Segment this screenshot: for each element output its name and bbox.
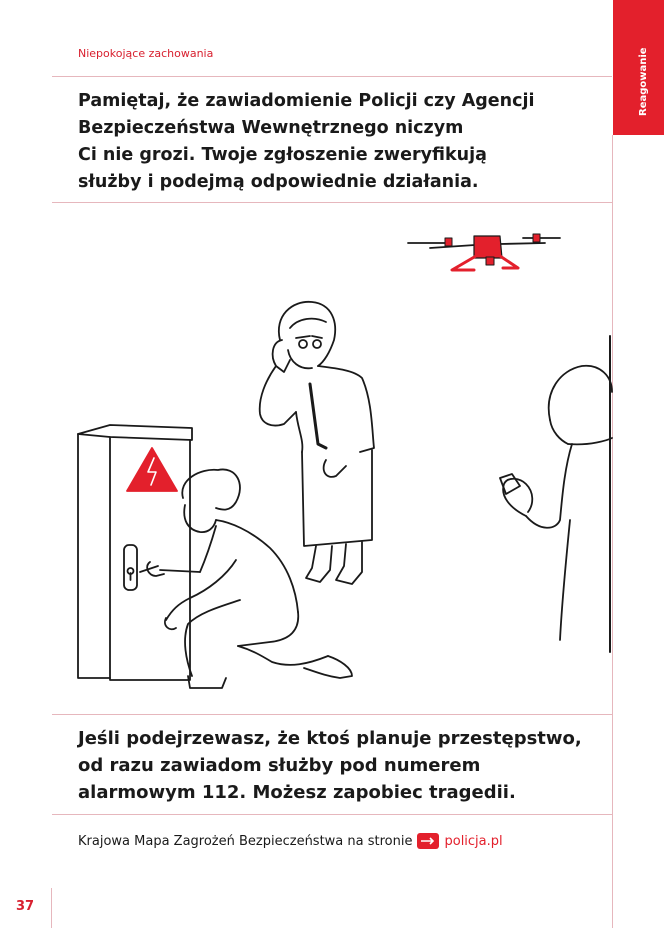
high-voltage-warning-icon — [127, 448, 177, 491]
divider-callout-bottom — [52, 814, 612, 815]
intro-line: Ci nie grozi. Twoje zgłoszenie zweryfikują — [78, 145, 487, 165]
callout-line: Jeśli podejrzewasz, że ktoś planuje przestępstwo, — [78, 728, 582, 749]
callout-line: od razu zawiadom służby pod numerem — [78, 755, 481, 776]
footer-text: Krajowa Mapa Zagrożeń Bezpieczeństwa na stronie — [78, 833, 413, 849]
arrow-right-icon — [417, 833, 439, 849]
intro-line: służby i podejmą odpowiednie działania. — [78, 172, 479, 192]
crouching-man-with-key — [140, 469, 352, 688]
electrical-cabinet — [78, 425, 192, 680]
policja-link[interactable]: policja.pl — [444, 833, 503, 849]
section-label: Niepokojące zachowania — [78, 47, 214, 60]
man-with-remote-control — [500, 336, 612, 652]
intro-line: Pamiętaj, że zawiadomienie Policji czy Agencji — [78, 91, 535, 111]
divider-callout-top — [52, 714, 612, 715]
callout-line: alarmowym 112. Możesz zapobiec tragedii. — [78, 782, 516, 803]
page-number: 37 — [16, 899, 35, 914]
page-number-divider — [51, 888, 52, 928]
footer-reference — [78, 833, 503, 849]
drone-icon — [408, 234, 560, 270]
callout-heading — [78, 725, 582, 806]
side-tab-label: Reagowanie — [638, 47, 649, 116]
woman-on-phone — [260, 302, 374, 584]
intro-line: Bezpieczeństwa Wewnętrznego niczym — [78, 118, 464, 138]
